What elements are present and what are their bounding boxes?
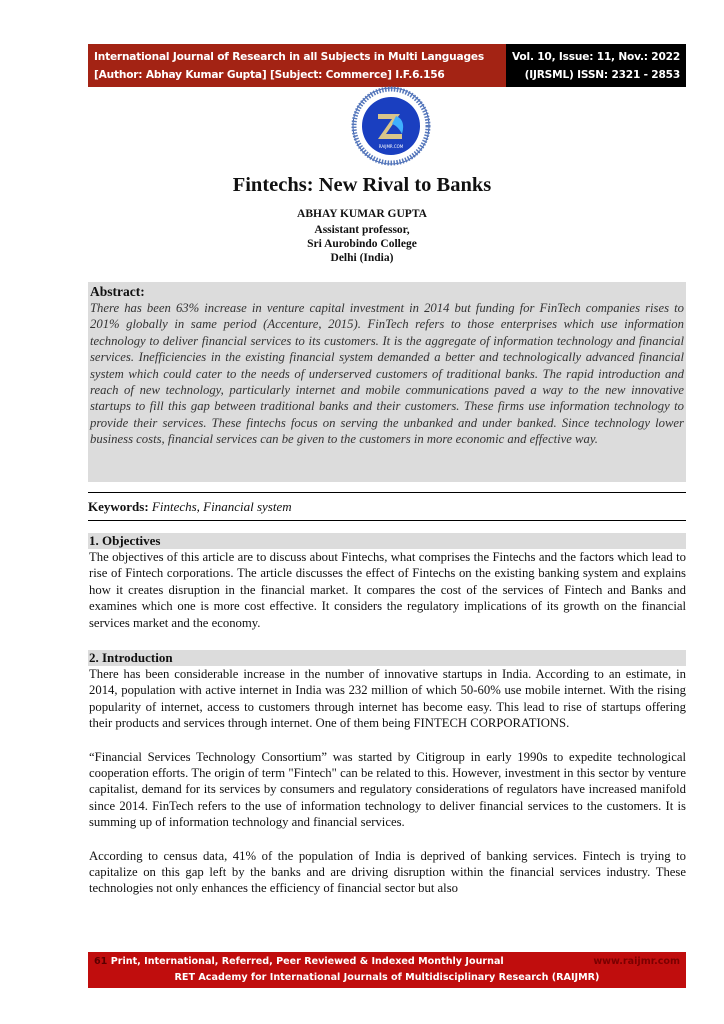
abstract-heading: Abstract:: [90, 284, 145, 299]
paragraph: The objectives of this article are to discuss about Fintechs, what comprises the Fintechs and the factors which lead to rise of Fintech corporations. The article discusses the effect of Fintechs on the existing banking system and explains how it creates disruption in the financial market. It compares the cost of the services of Fintech and Banks and examines which one is more cost effective. It considers the regulatory implications of its growth on the financial services market and the economy.: [89, 550, 686, 630]
author-place: Delhi (India): [330, 252, 394, 264]
author-subject-line: [Author: Abhay Kumar Gupta] [Subject: Commerce] I.F.6.156: [94, 69, 445, 81]
author-name: ABHAY KUMAR GUPTA: [297, 208, 427, 220]
footer-url[interactable]: www.raijmr.com: [593, 956, 680, 967]
volume-issue: Vol. 10, Issue: 11, Nov.: 2022: [512, 51, 680, 63]
author-college: Sri Aurobindo College: [307, 238, 417, 250]
paragraph: There has been considerable increase in the number of innovative startups in India. According to an estimate, in 2014, population with active internet in India was 232 million of which 50-60% use mobile internet. With the rising popularity of internet, access to customers through internet has become easy. This lead to rise of startups offering their products and services through internet. One of them being FINTECH CORPORATIONS.: [89, 667, 686, 731]
footer-journal-type: Print, International, Referred, Peer Reviewed & Indexed Monthly Journal: [110, 956, 504, 967]
journal-footer: [88, 952, 686, 988]
journal-name: International Journal of Research in all Subjects in Multi Languages: [94, 51, 484, 63]
paper-title: Fintechs: New Rival to Banks: [232, 174, 492, 196]
keywords-value: Fintechs, Financial system: [151, 499, 292, 514]
header-left: [88, 44, 506, 87]
header-right: [506, 44, 686, 87]
abstract-text: There has been 63% increase in venture capital investment in 2014 but funding for FinTech companies rises to 201% globally in same period (Accenture, 2015). FinTech refers to those enterprises which use information technology to deliver financial services to its customers. It is the aggregate of information technology and financial services. Inefficiencies in the existing financial system demanded a better and technologically advanced financial system which could cater to the needs of underserved customers of traditional banks. The rapid introduction and reach of new technology, particularly internet and mobile communications paved a way to the new innovative startups to fill this gap between traditional banks and their customers. These firms use information technology to provide their services. These fintechs focus on serving the unbanked and under banked. Since technology lower business costs, financial services can be given to the customers in more economic and effective way.: [90, 301, 684, 447]
issn: (IJRSML) ISSN: 2321 - 2853: [524, 69, 680, 81]
author-block: [0, 207, 724, 265]
journal-logo: [350, 86, 432, 166]
section-heading: 1. Objectives: [88, 533, 686, 549]
paragraph: According to census data, 41% of the population of India is deprived of banking services. Fintech is trying to capitalize on this gap left by the banks and are driving disruption within the financial services industry. These technologies not only enhances the efficiency of financial sector but also: [89, 848, 686, 896]
section-objectives: [88, 533, 686, 631]
page-number: 61: [94, 956, 108, 967]
author-position: Assistant professor,: [314, 224, 410, 236]
logo-text: RAIJMR.COM: [378, 144, 404, 149]
keywords-label: Keywords:: [88, 499, 149, 514]
keywords: [88, 492, 686, 521]
journal-header: [88, 44, 686, 87]
section-introduction: [88, 650, 686, 897]
abstract-box: [88, 282, 686, 482]
footer-publisher: RET Academy for International Journals of Multidisciplinary Research (RAIJMR): [174, 972, 600, 983]
paragraph: “Financial Services Technology Consortium” was started by Citigroup in early 1990s to expedite technological cooperation efforts. The origin of term "Fintech" can be related to this. However, investment in this sector by venture capitalist, demand for its services by consumers and regulatory considerations of regulators have increased manifold since 2014. FinTech refers to the use of information technology to deliver financial services to the customers. It is summing up of information technology and financial services.: [89, 749, 686, 830]
section-heading: 2. Introduction: [88, 650, 686, 666]
